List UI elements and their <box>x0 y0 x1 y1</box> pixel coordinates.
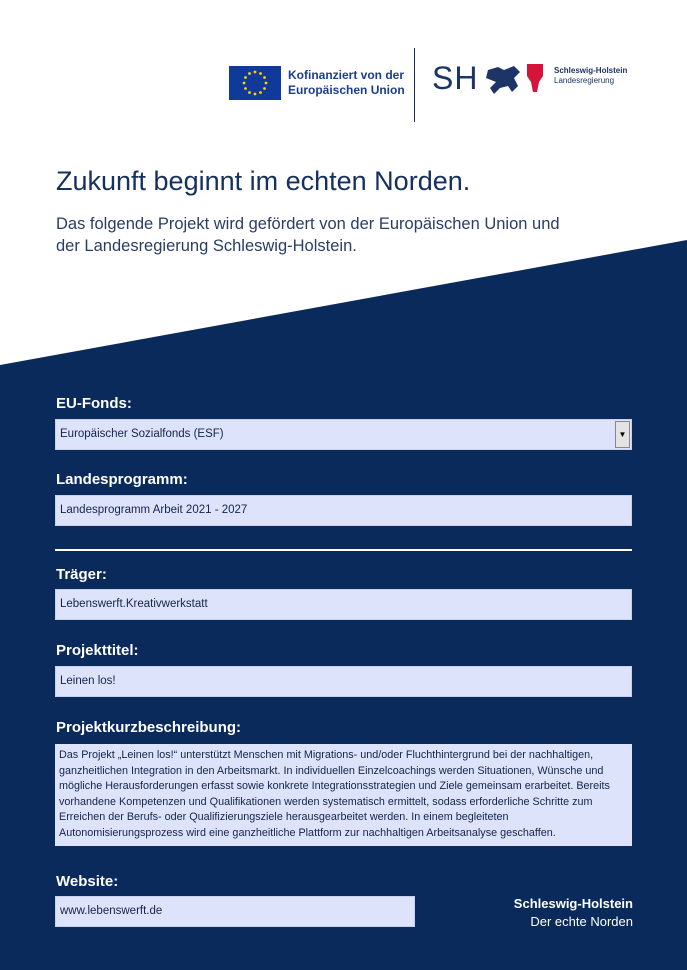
eu-star <box>254 93 257 96</box>
eu-flag-icon <box>229 66 281 100</box>
eu-star <box>244 87 247 90</box>
logo-divider <box>414 48 415 122</box>
eu-fonds-label: EU-Fonds: <box>56 395 132 412</box>
website-label: Website: <box>56 873 119 890</box>
eu-fonds-select[interactable] <box>55 419 632 450</box>
eu-star <box>259 91 262 94</box>
sh-name: Schleswig-Holstein <box>554 66 628 75</box>
page-title: Zukunft beginnt im echten Norden. <box>56 166 471 196</box>
sh-logo-name <box>554 66 627 86</box>
beschreibung-label: Projektkurzbeschreibung: <box>56 719 242 736</box>
eu-text-line: Kofinanziert von der <box>288 68 405 82</box>
divider <box>55 549 632 551</box>
lion-icon <box>484 64 522 99</box>
eu-star <box>263 87 266 90</box>
eu-cofunded-text <box>288 68 405 98</box>
traeger-field[interactable]: Lebenswerft.Kreativwerkstatt <box>55 589 632 620</box>
landesprogramm-label: Landesprogramm: <box>56 471 188 488</box>
sh-sub: Landesregierung <box>554 76 615 85</box>
projekttitel-label: Projekttitel: <box>56 642 139 659</box>
eu-star <box>254 71 257 74</box>
page-subtitle: Das folgende Projekt wird gefördert von der Europäischen Union und der Landesregierung Schleswig-Holstein. <box>56 215 560 255</box>
footer-line2: Der echte Norden <box>530 914 633 929</box>
sh-logo-letters: SH <box>432 60 479 96</box>
beschreibung-field[interactable]: Das Projekt „Leinen los!“ unterstützt Menschen mit Migrations- und/oder Fluchthintergrund bei der nachhaltigen, ganzheitlichen Integration in den Arbeitsmarkt. In individuellen Einzelcoachings werden Situationen, Wünsche und mögliche Herausforderungen erfasst sowie konkrete Integrationsstrategien und Ziele gemeinsam erarbeitet. Bereits vorhandene Kompetenzen und Qualifikationen werden systematisch ermittelt, sodass erforderliche Schritte zum Erreichen der Berufs- oder Qualifizierungsziele herausgearbeitet werden. In einem begleiteten Autonomisierungsprozess wird eine ganzheitliche Plattform zur nachhaltigen Arbeitsanalyse geschaffen. <box>55 744 632 846</box>
eu-star <box>263 76 266 79</box>
eu-star <box>243 82 246 85</box>
eu-star <box>259 72 262 75</box>
eu-star <box>244 76 247 79</box>
projekttitel-field[interactable]: Leinen los! <box>55 666 632 697</box>
eu-star <box>265 82 268 85</box>
eu-star <box>248 72 251 75</box>
footer-line1: Schleswig-Holstein <box>513 896 633 911</box>
traeger-label: Träger: <box>56 566 107 583</box>
eu-star <box>248 91 251 94</box>
chevron-down-icon[interactable]: ▼ <box>615 421 630 448</box>
nettle-leaf-icon <box>525 62 545 99</box>
website-field[interactable]: www.lebenswerft.de <box>55 896 415 927</box>
eu-fonds-value: Europäischer Sozialfonds (ESF) <box>60 428 224 440</box>
landesprogramm-field[interactable]: Landesprogramm Arbeit 2021 - 2027 <box>55 495 632 526</box>
footer-brand <box>514 895 633 931</box>
eu-text-line: Europäischen Union <box>288 83 405 97</box>
